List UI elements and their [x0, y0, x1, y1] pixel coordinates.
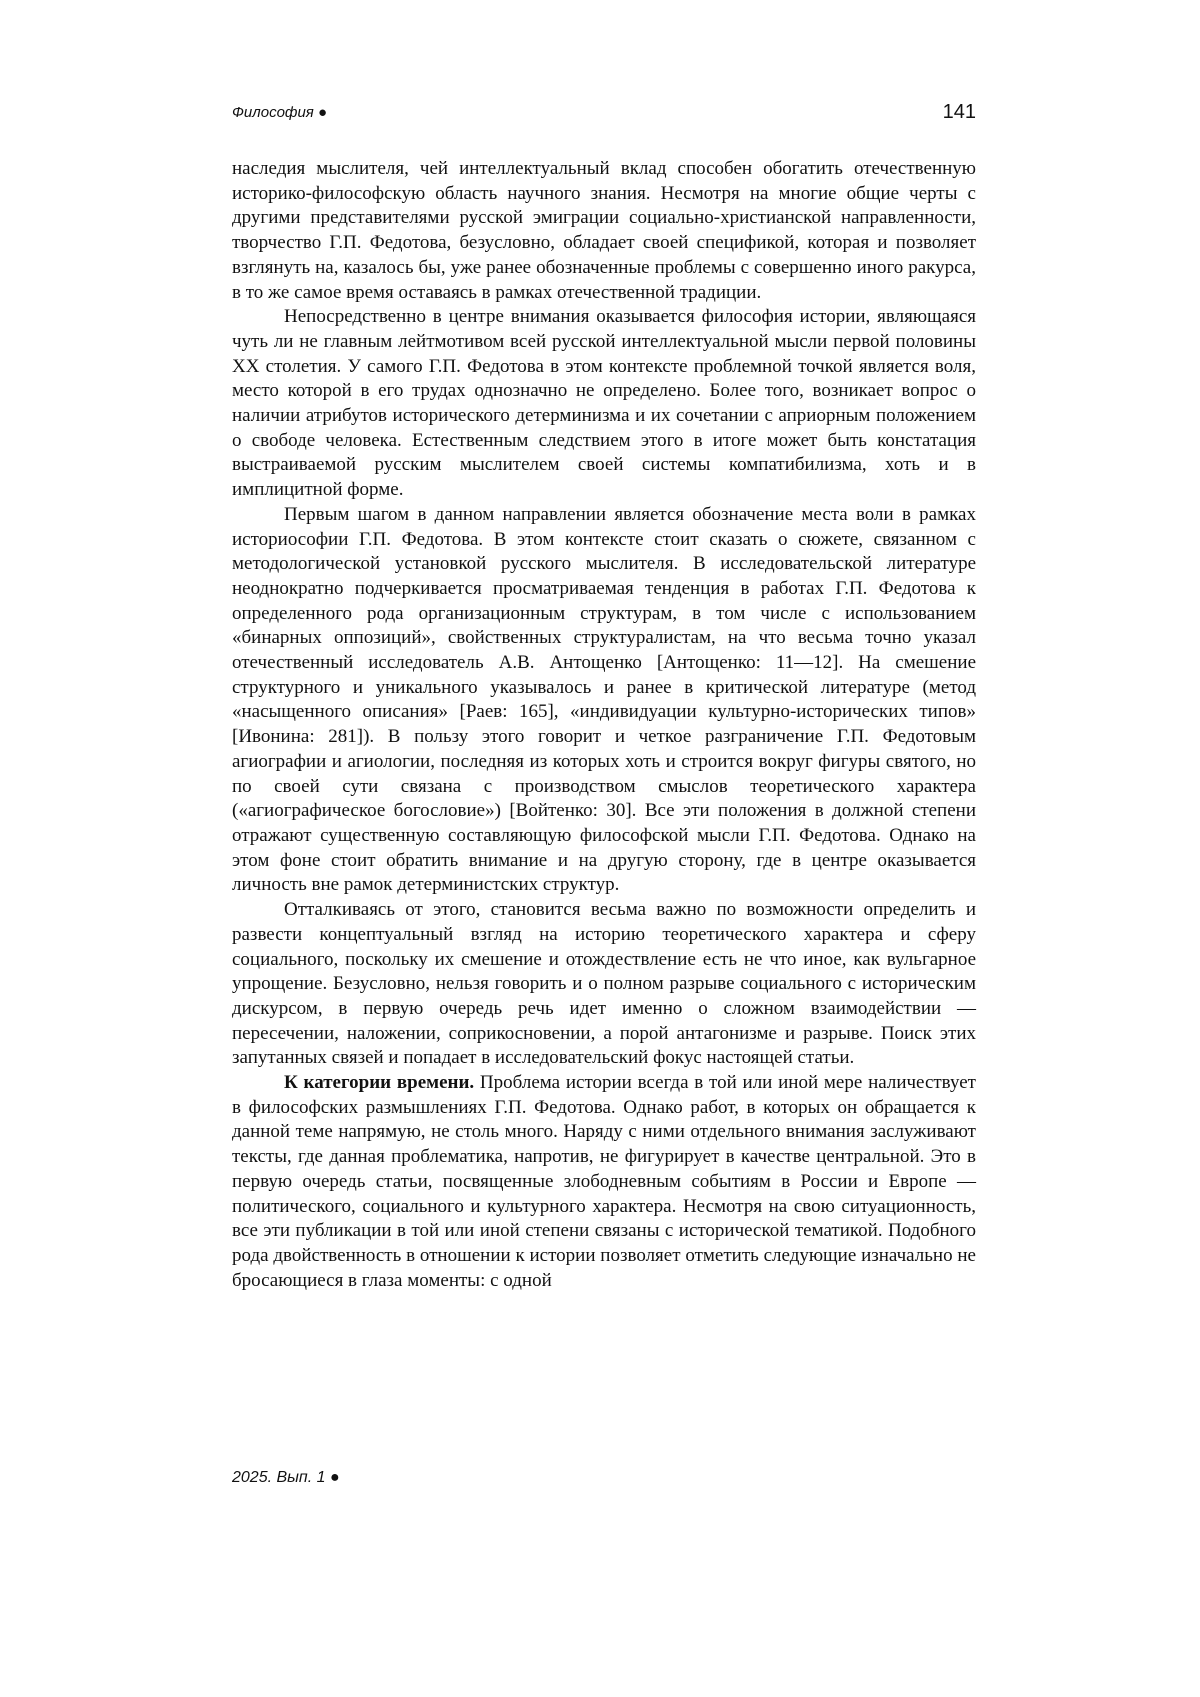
paragraph-text: Непосредственно в центре внимания оказывается философия истории, являющаяся чуть ли не главным лейтмотивом всей русской интеллектуальной мысли первой половины XX столетия. У самого Г.П. Федотова в этом контексте проблемной точкой является воля, место которой в его трудах однозначно не определено. Более того, возникает вопрос о наличии атрибутов исторического детерминизма и их сочетании с априорным положением о свободе человека. Естественным следствием этого в итоге может быть констатация выстраиваемой русским мыслителем своей системы компатибилизма, хоть и в имплицитной форме.	[232, 306, 976, 501]
paragraph	[232, 157, 976, 305]
paragraph	[232, 305, 976, 503]
issue-footer: 2025. Вып. 1 ●	[232, 1469, 340, 1486]
paragraph	[232, 503, 976, 898]
paragraph-text: Первым шагом в данном направлении является обозначение места воли в рамках историософии Г.П. Федотова. В этом контексте стоит сказать о сюжете, связанном с методологической установкой русского мыслителя. В исследовательской литературе неоднократно подчеркивается просматриваемая тенденция в работах Г.П. Федотова к определенного рода организационным структурам, в том числе с использованием «бинарных оппозиций», свойственных структуралистам, на что весьма точно указал отечественный исследователь А.В. Антощенко [Антощенко: 11—12]. На смешение структурного и уникального указывалось и ранее в критической литературе (метод «насыщенного описания» [Раев: 165], «индивидуации культурно-исторических типов» [Ивонина: 281]). В пользу этого говорит и четкое разграничение Г.П. Федотовым агиографии и агиологии, последняя из которых хоть и строится вокруг фигуры святого, но по своей сути связана с производством смыслов теоретического характера («агиографическое богословие») [Войтенко: 30]. Все эти положения в должной степени отражают существенную составляющую философской мысли Г.П. Федотова. Однако на этом фоне стоит обратить внимание и на другую сторону, где в центре оказывается личность вне рамок детерминистских структур.	[232, 503, 976, 896]
article-body	[232, 157, 976, 1293]
running-title: Философия ●	[232, 104, 328, 121]
paragraph-text: Отталкиваясь от этого, становится весьма важно по возможности определить и развести концептуальный взгляд на историю теоретического характера и сферу социального, поскольку их смешение и отождествление есть не что иное, как вульгарное упрощение. Безусловно, нельзя говорить и о полном разрыве социального с историческим дискурсом, в первую очередь речь идет именно о сложном взаимодействии — пересечении, наложении, соприкосновении, а порой антагонизме и разрыве. Поиск этих запутанных связей и попадает в исследовательский фокус настоящей статьи.	[232, 899, 976, 1069]
page-number: 141	[942, 101, 976, 123]
paragraph	[232, 1071, 976, 1293]
section-heading: К категории времени.	[284, 1072, 475, 1094]
paragraph-text: наследия мыслителя, чей интеллектуальный вклад способен обогатить отечественную историко-философскую область научного знания. Несмотря на многие общие черты с другими представителями русской эмиграции социально-христианской направленности, творчество Г.П. Федотова, безусловно, обладает своей спецификой, которая и позволяет взглянуть на, казалось бы, уже ранее обозначенные проблемы с совершенно иного ракурса, в то же самое время оставаясь в рамках отечественной традиции.	[232, 158, 976, 303]
paragraph	[232, 898, 976, 1071]
paragraph-text: Проблема истории всегда в той или иной мере наличествует в философских размышлениях Г.П. Федотова. Однако работ, в которых он обращается к данной теме напрямую, не столь много. Наряду с ними отдельного внимания заслуживают тексты, где данная проблематика, напротив, не фигурирует в качестве центральной. Это в первую очередь статьи, посвященные злободневным событиям в России и Европе — политического, социального и культурного характера. Несмотря на свою ситуационность, все эти публикации в той или иной степени связаны с исторической тематикой. Подобного рода двойственность в отношении к истории позволяет отметить следующие изначально не бросающиеся в глаза моменты: с одной	[232, 1072, 976, 1291]
